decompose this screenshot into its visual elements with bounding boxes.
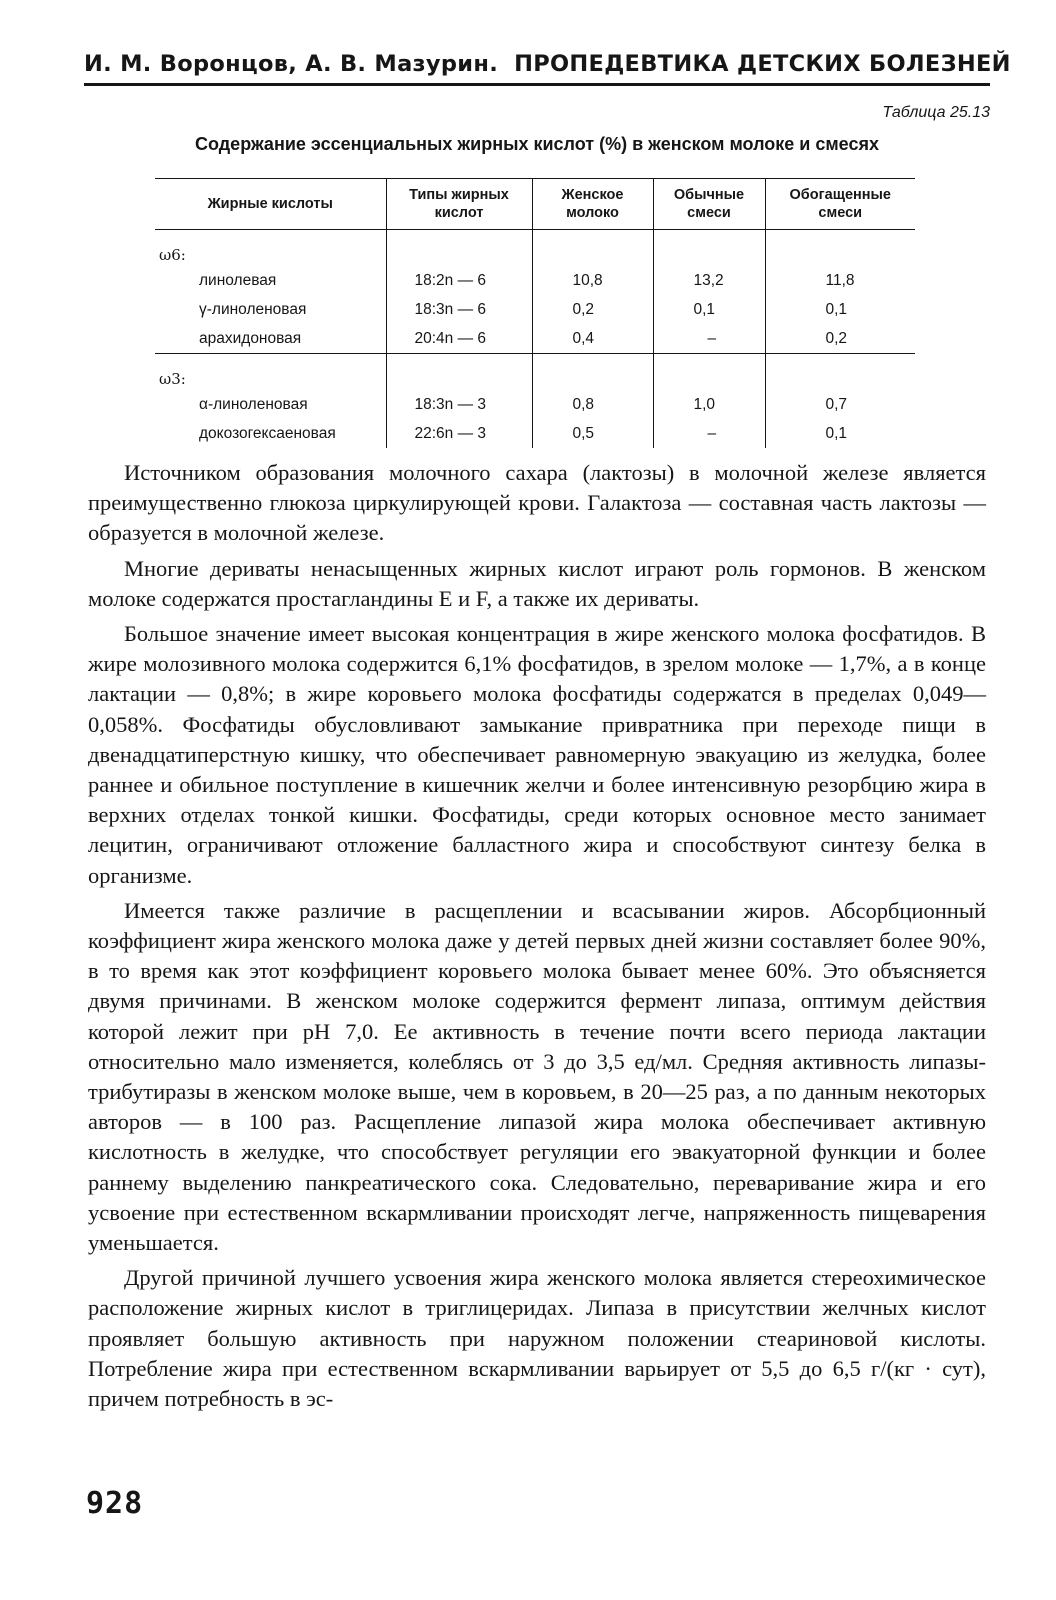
acid-type-cell: 18:3n — 3 — [386, 390, 532, 419]
acid-name-cell: докозогексаеновая — [199, 424, 336, 442]
column-header: Типы жирных кислот — [386, 179, 532, 230]
column-header: Обычные смеси — [653, 179, 765, 230]
table-label: Таблица 25.13 — [882, 104, 990, 121]
acid-name-cell: арахидоновая — [155, 324, 386, 354]
column-header: Обогащенные смеси — [765, 179, 915, 230]
enriched-formula-cell: 0,1 — [765, 295, 915, 324]
acid-type-cell: 22:6n — 3 — [386, 419, 532, 448]
header-rule — [84, 83, 990, 86]
acid-name-cell: α-линоленовая — [199, 395, 308, 413]
human-milk-cell: 0,8 — [532, 390, 653, 419]
paragraph: Другой причиной лучшего усвоения жира женского молока является стереохимическое расположение жирных кислот в триглицеридах. Липаза в присутствии желчных кислот проявляет большую активность при наружном положении стеариновой кислоты. Потребление жира при естественном вскармливании варьирует от 5,5 до 6,5 г/(кг · сут), причем потребность в эс- — [88, 1265, 986, 1412]
table-row — [155, 295, 915, 324]
regular-formula-cell: 0,1 — [653, 295, 765, 324]
table-row — [155, 324, 915, 354]
table-header-row — [155, 179, 915, 230]
group-label: ω6: — [159, 246, 186, 264]
regular-formula-cell: 1,0 — [653, 390, 765, 419]
group-row-omega6 — [155, 230, 915, 267]
table-caption: Содержание эссенциальных жирных кислот (%) в женском молоке и смесях — [195, 134, 879, 154]
regular-formula-cell: 13,2 — [653, 266, 765, 295]
body-text — [88, 458, 986, 1419]
human-milk-cell: 10,8 — [532, 266, 653, 295]
group-label: ω3: — [159, 370, 186, 388]
paragraph: Большое значение имеет высокая концентрация в жире женского молока фосфатидов. В жире молозивного молока содержится 6,1% фосфатидов, в зрелом молоке — 1,7%, а в конце лактации — 0,8%; в жире коровьего молока фосфатиды содержатся в пределах 0,049—0,058%. Фосфатиды обусловливают замыкание привратника при переходе пищи в двенадцатиперстную кишку, что обеспечивает равномерную эвакуацию из желудка, более раннее и обильное поступление в кишечник желчи и более интенсивную резорбцию жира в верхних отделах тонкой кишки. Фосфатиды, среди которых основное место занимает лецитин, ограничивают отложение балластного жира и способствуют синтезу белка в организме. — [88, 621, 986, 888]
acid-name-cell: линолевая — [199, 271, 277, 289]
table-row — [155, 419, 915, 448]
paragraph: Источником образования молочного сахара (лактозы) в молочной железе является преимущественно глюкоза циркулирующей крови. Галактоза — составная часть лактозы — образуется в молочной железе. — [88, 460, 986, 546]
table-row — [155, 390, 915, 419]
enriched-formula-cell: 0,2 — [765, 324, 915, 354]
running-head — [84, 50, 1011, 78]
fatty-acids-table — [155, 178, 915, 448]
enriched-formula-cell: 0,1 — [765, 419, 915, 448]
table-row — [155, 266, 915, 295]
enriched-formula-cell: 0,7 — [765, 390, 915, 419]
paragraph: Имеется также различие в расщеплении и всасывании жиров. Абсорбционный коэффициент жира женского молока даже у детей первых дней жизни составляет более 90%, в то время как этот коэффициент коровьего молока бывает менее 60%. Это объясняется двумя причинами. В женском молоке содержится фермент липаза, оптимум действия которой лежит при pH 7,0. Ее активность в течение почти всего периода лактации относительно мало изменяется, колеблясь от 3 до 3,5 ед/мл. Средняя активность липазы-трибутиразы в женском молоке выше, чем в коровьем, в 20—25 раз, а по данным некоторых авторов — в 100 раз. Расщепление липазой жира молока обеспечивает активную кислотность в желудке, что способствует регуляции его эвакуаторной функции и более раннему выделению панкреатического сока. Следовательно, переваривание жира и его усвоение при естественном вскармливании происходят легче, напряженность пищеварения уменьшается. — [88, 897, 986, 1256]
column-header: Женское молоко — [532, 179, 653, 230]
column-header: Жирные кислоты — [155, 179, 386, 230]
human-milk-cell: 0,2 — [532, 295, 653, 324]
page-number: 928 — [86, 1486, 144, 1521]
acid-type-cell: 18:3n — 6 — [386, 295, 532, 324]
human-milk-cell: 0,5 — [532, 419, 653, 448]
enriched-formula-cell: 11,8 — [765, 266, 915, 295]
acid-type-cell: 18:2n — 6 — [386, 266, 532, 295]
human-milk-cell: 0,4 — [532, 324, 653, 354]
running-head-book-title: ПРОПЕДЕВТИКА ДЕТСКИХ БОЛЕЗНЕЙ — [514, 51, 1011, 77]
regular-formula-cell: – — [653, 324, 765, 354]
paragraph: Многие дериваты ненасыщенных жирных кислот играют роль гормонов. В женском молоке содержатся простагландины E и F, а также их дериваты. — [88, 555, 986, 611]
regular-formula-cell: – — [653, 419, 765, 448]
acid-type-cell: 20:4n — 6 — [386, 324, 532, 354]
acid-name-cell: γ-линоленовая — [199, 300, 307, 318]
running-head-authors: И. М. Воронцов, А. В. Мазурин. — [84, 51, 499, 77]
group-row-omega3 — [155, 354, 915, 391]
